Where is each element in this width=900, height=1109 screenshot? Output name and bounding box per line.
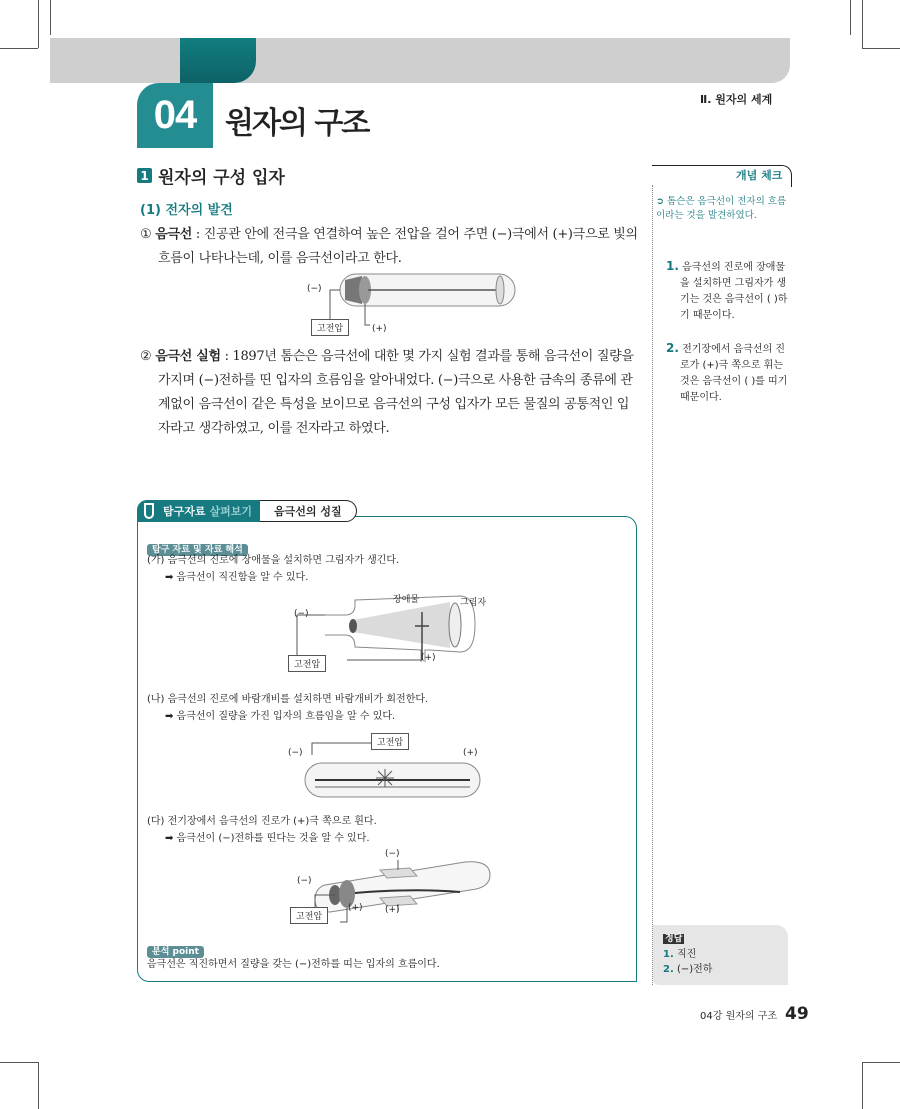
chapter-tab-top [180, 38, 256, 83]
answer-text: (−)전하 [676, 964, 713, 975]
paragraph-cathode-ray [140, 223, 640, 271]
page-title: 원자의 구조 [225, 106, 369, 141]
item-da-statement: (다) 전기장에서 음극선의 진로가 (+)극 쪽으로 휜다. [147, 816, 377, 827]
question-text: 음극선의 진로에 장애물을 설치하면 그림자가 생기는 것은 음극선이 ( )하기 때문이다. [680, 262, 788, 321]
plus-label: (+) [372, 324, 387, 334]
lead-2: 살펴보기 [209, 505, 253, 518]
item-na-statement: (나) 음극선의 진로에 바람개비를 설치하면 바람개비가 회전한다. [147, 694, 429, 705]
sidebar-heading: 개념 체크 [736, 169, 783, 182]
plus-label: (+) [421, 653, 436, 663]
test-tube-icon [144, 503, 154, 519]
chapter-number: 04 [137, 83, 213, 148]
marker: ② [140, 349, 152, 364]
answer-number: 1. [663, 949, 674, 960]
footer-lesson: 04강 원자의 구조 [700, 1011, 778, 1022]
exploration-tab [137, 500, 357, 522]
minus-label: (−) [288, 748, 303, 758]
question-number: 1. [666, 259, 679, 273]
high-voltage-label: 고전압 [311, 319, 349, 336]
answer-label: 정답 [665, 934, 683, 944]
question-number: 2. [666, 341, 679, 355]
analysis-point-text: 음극선은 직진하면서 질량을 갖는 (−)전하를 띠는 입자의 흐름이다. [147, 959, 440, 970]
crop-mark [0, 1062, 38, 1063]
crop-mark [850, 0, 851, 35]
high-voltage-label: 고전압 [371, 733, 409, 750]
crop-mark [38, 1062, 39, 1109]
item-ga-conclusion: ➡ 음극선이 직진함을 알 수 있다. [165, 572, 309, 583]
crop-mark [38, 0, 39, 48]
text: : 1897년 톰슨은 음극선에 대한 몇 가지 실험 결과를 통해 음극선이 질량을 가지며 (−)전하를 띤 입자의 흐름임을 알아내었다. (−)극으로 사용한 금속의 종류에 관계없이 음극선이 같은 특성을 보이므로 음극선의 구성 입자가 모든 물질의 공통적인 입자라고 생각하였고, 이를 전자라고 하였다. [158, 349, 634, 436]
plus-label: (+) [463, 748, 478, 758]
crop-mark [862, 1062, 863, 1109]
term: 음극선 실험 [155, 349, 221, 364]
crop-mark [0, 48, 38, 49]
plate-plus-label: (+) [385, 905, 400, 915]
section-number: 1 [137, 168, 152, 183]
exploration-pill: 탐구 자료 및 자료 해석 [147, 544, 248, 556]
answer-box [653, 925, 788, 985]
answer-text: 직진 [676, 949, 697, 960]
page-number: 49 [785, 1004, 809, 1024]
item-ga-statement: (가) 음극선의 진로에 장애물을 설치하면 그림자가 생긴다. [147, 555, 400, 566]
item-na-conclusion: ➡ 음극선이 질량을 가진 입자의 흐름임을 알 수 있다. [165, 711, 396, 722]
subsection-title: (1) 전자의 발견 [140, 203, 233, 218]
answer-number: 2. [663, 964, 674, 975]
question-text: 전기장에서 음극선의 진로가 (+)극 쪽으로 휘는 것은 음극선이 ( )를 띠기 때문이다. [680, 344, 788, 403]
paragraph-experiment [140, 345, 640, 441]
obstacle-label: 장애물 [393, 595, 420, 605]
crop-mark [862, 0, 863, 48]
high-voltage-label: 고전압 [288, 655, 326, 672]
plate-minus-label: (−) [385, 849, 400, 859]
minus-label: (−) [294, 609, 309, 619]
section-heading [137, 163, 285, 188]
item-da-conclusion: ➡ 음극선이 (−)전하를 띤다는 것을 알 수 있다. [165, 833, 370, 844]
question-1 [666, 258, 790, 324]
high-voltage-label: 고전압 [290, 907, 328, 924]
unit-label: Ⅱ. 원자의 세계 [700, 93, 773, 106]
question-2 [666, 340, 790, 406]
section-title: 원자의 구성 입자 [158, 168, 285, 188]
exploration-topic: 음극선의 성질 [260, 500, 357, 522]
marker: ① [140, 227, 152, 242]
crop-mark [862, 1062, 900, 1063]
lead-1: 탐구자료 [163, 505, 206, 518]
sidebar-note: ➲ 톰슨은 음극선이 전자의 흐름이라는 것을 발견하였다. [656, 196, 787, 221]
header-band [50, 38, 790, 83]
crop-mark [50, 0, 51, 35]
analysis-point-pill: 분석 point [147, 946, 204, 958]
text: : 진공관 안에 전극을 연결하여 높은 전압을 걸어 주면 (−)극에서 (+)극으로 빛의 흐름이 나타나는데, 이를 음극선이라고 한다. [158, 227, 638, 266]
minus-label: (−) [307, 284, 322, 294]
footer [700, 1004, 809, 1024]
crop-mark [862, 48, 900, 49]
plus-label: (+) [348, 903, 363, 913]
minus-label: (−) [297, 876, 312, 886]
term: 음극선 [155, 227, 192, 242]
shadow-label: 그림자 [460, 598, 487, 608]
